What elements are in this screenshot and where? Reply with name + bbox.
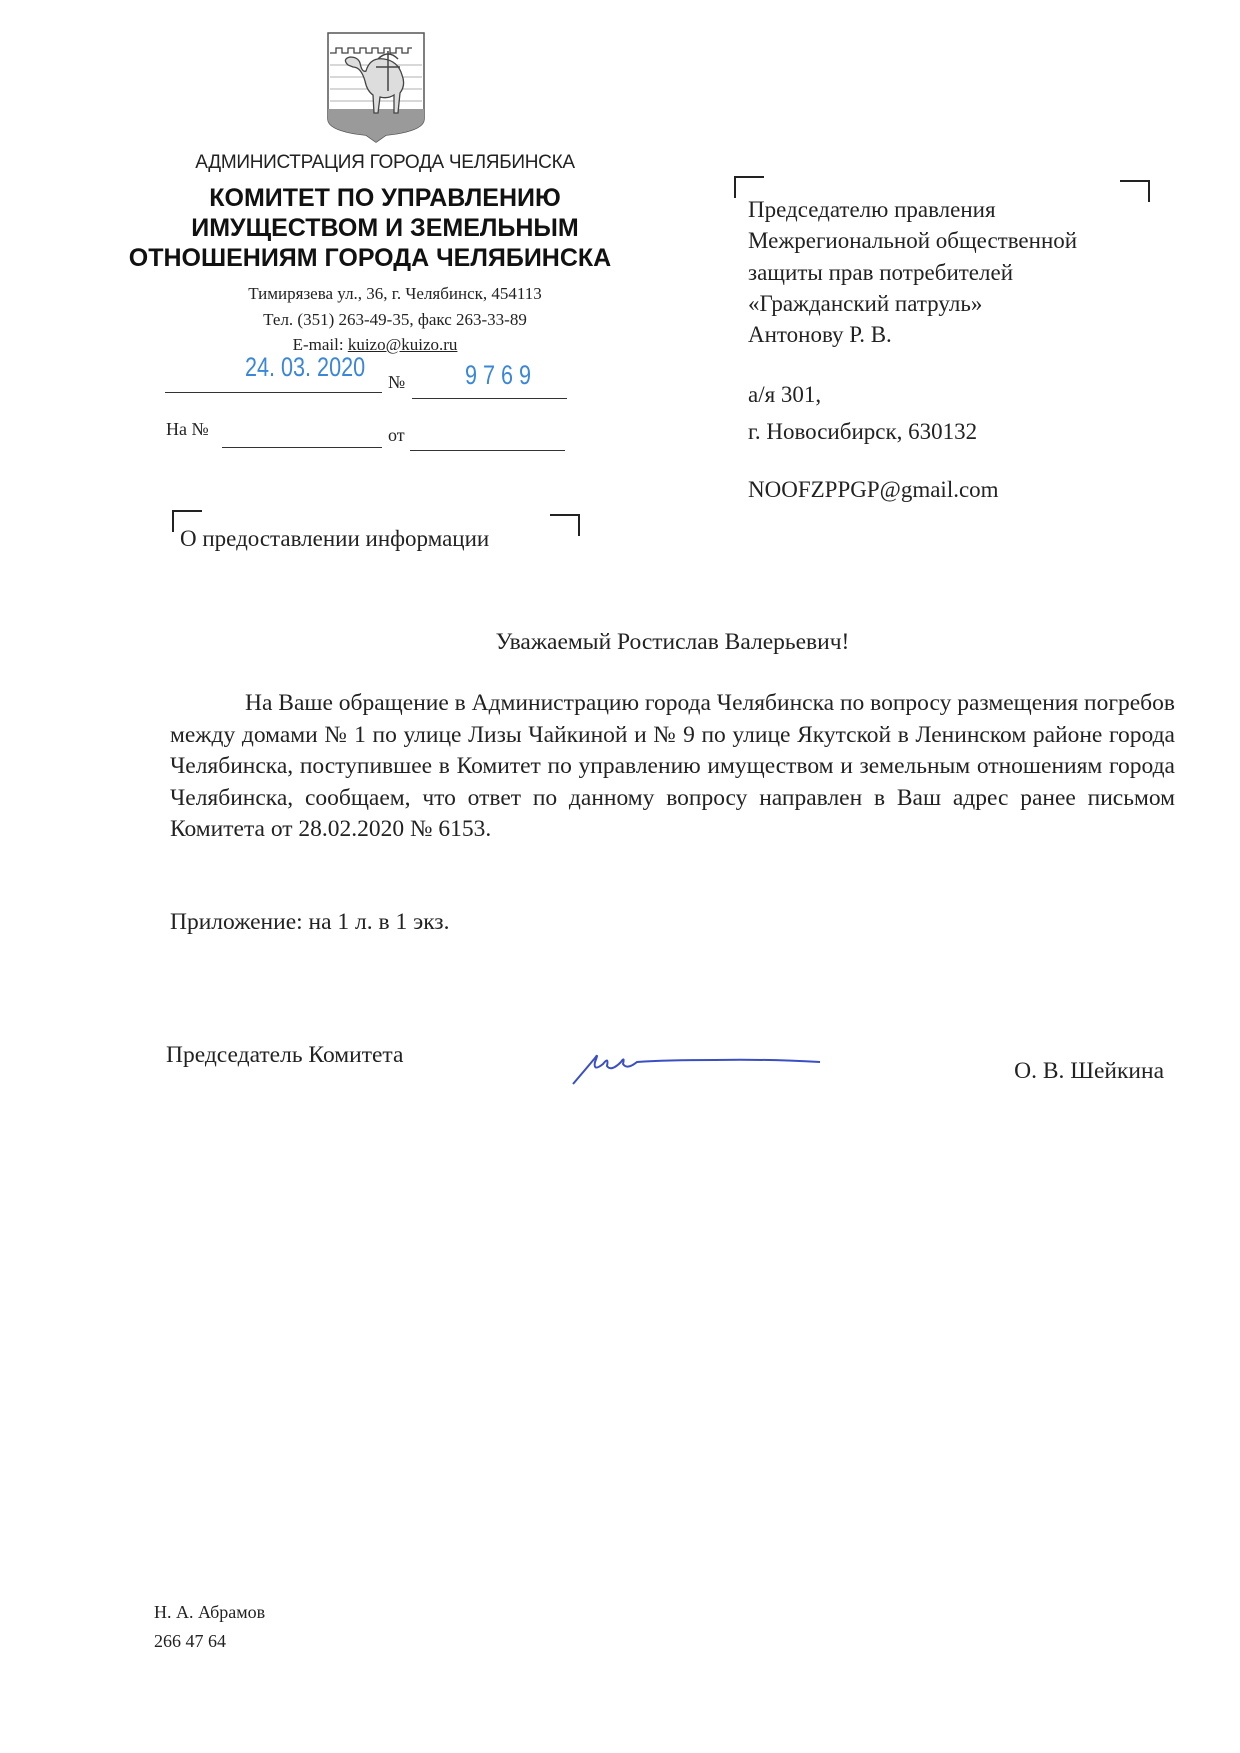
handwritten-signature: [565, 1040, 825, 1095]
signatory-name: О. В. Шейкина: [1014, 1058, 1164, 1084]
attachment-note: Приложение: на 1 л. в 1 экз.: [170, 909, 450, 935]
recipient-city: г. Новосибирск, 630132: [748, 418, 978, 444]
committee-title-line: ОТНОШЕНИЯМ ГОРОДА ЧЕЛЯБИНСКА: [128, 244, 612, 272]
recipient-line: «Гражданский патруль»: [748, 290, 983, 316]
executor-name: Н. А. Абрамов: [154, 1602, 266, 1622]
number-sign: №: [388, 372, 406, 392]
reply-to-number-field[interactable]: [222, 447, 382, 448]
letterhead-email-link[interactable]: kuizo@kuizo.ru: [347, 335, 458, 354]
letterhead-contacts: [175, 281, 615, 358]
recipient-line: Председателю правления: [748, 197, 996, 222]
subject-line: О предоставлении информации: [180, 526, 490, 551]
date-stamp: 24. 03. 2020: [245, 352, 366, 382]
recipient-line: Антонову Р. В.: [748, 322, 892, 348]
reply-from-date-field[interactable]: [410, 450, 565, 451]
recipient-line: защиты прав потребителей: [748, 259, 1014, 285]
number-line: [412, 398, 567, 399]
recipient-block: [748, 194, 1077, 505]
committee-title-line: КОМИТЕТ ПО УПРАВЛЕНИЮ: [209, 184, 561, 212]
administration-title: АДМИНИСТРАЦИЯ ГОРОДА ЧЕЛЯБИНСКА: [195, 152, 575, 173]
recipient-po-box: а/я 301,: [748, 382, 822, 408]
executor-info: [154, 1598, 265, 1656]
coat-of-arms-emblem: [326, 31, 426, 143]
letterhead-phone: Тел. (351) 263-49-35, факс 263-33-89: [263, 309, 527, 329]
date-line: [165, 392, 382, 393]
recipient-line: Межрегиональной общественной: [748, 228, 1078, 254]
greeting: Уважаемый Ростислав Валерьевич!: [495, 629, 850, 655]
reply-to-label: На №: [166, 419, 209, 439]
recipient-email: NOOFZPPGP@gmail.com: [748, 477, 999, 503]
recipient-corner-right: [1120, 180, 1150, 202]
committee-title: [128, 183, 620, 273]
subject-corner-right: [550, 514, 580, 536]
number-stamp: 9 7 6 9: [465, 360, 532, 390]
letterhead-address: Тимирязева ул., 36, г. Челябинск, 454113: [248, 284, 542, 303]
email-label: E-mail:: [292, 335, 348, 354]
from-label: от: [388, 425, 405, 445]
signatory-position: Председатель Комитета: [166, 1042, 404, 1068]
committee-title-line: ИМУЩЕСТВОМ И ЗЕМЕЛЬНЫМ: [191, 214, 579, 242]
letter-body: На Ваше обращение в Администрацию города Челябинска по вопросу размещения погребов между домами № 1 по улице Лизы Чайкиной и № 9 по улице Якутской в Ленинском районе города Челябинска, поступившее в Комитет по управлению имуществом и земельным отношениям города Челябинска, сообщаем, что ответ по данному вопросу направлен в Ваш адрес ранее письмом Комитета от 28.02.2020 № 6153.: [170, 690, 1175, 843]
executor-phone: 266 47 64: [154, 1631, 226, 1651]
letterhead-email-row: [135, 332, 615, 358]
